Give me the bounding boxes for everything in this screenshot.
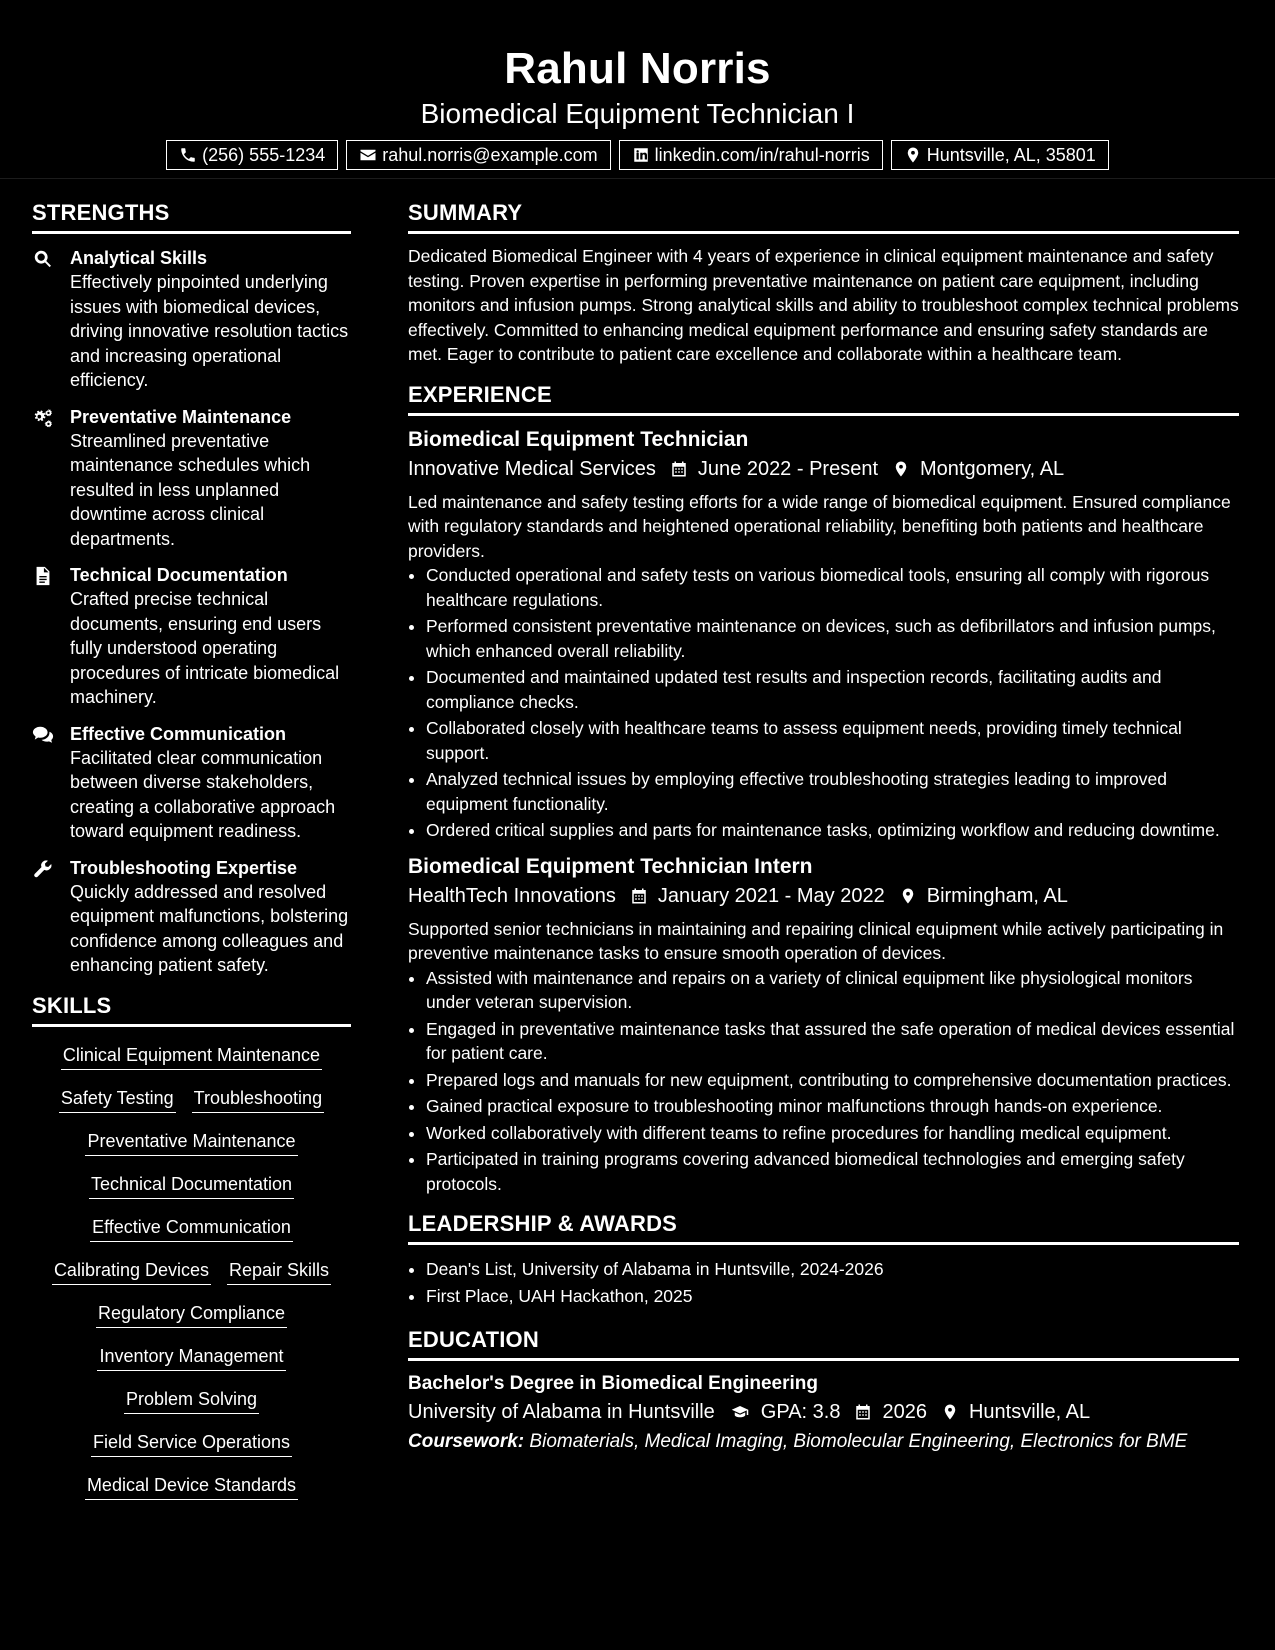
job-location: Montgomery, AL	[920, 457, 1065, 480]
job-entry	[408, 426, 1239, 843]
job-bullet: • Ordered critical supplies and parts for maintenance tasks, optimizing workflow and reducing downtime.	[426, 818, 1239, 843]
job-dates: June 2022 - Present	[697, 457, 879, 480]
strength-desc: Streamlined preventative maintenance schedules which resulted in less unplanned downtime across clinical departments.	[70, 430, 311, 549]
summary-heading: SUMMARY	[408, 199, 1239, 234]
degree-title: Bachelor's Degree in Biomedical Engineering	[408, 1373, 818, 1394]
job-title: Biomedical Equipment Technician Intern	[408, 854, 813, 878]
graduation-cap-icon	[729, 1403, 751, 1421]
skill-tag: Technical Documentation	[89, 1172, 294, 1199]
job-bullet: • Assisted with maintenance and repairs on a variety of clinical equipment like physiological monitors under veteran supervision.	[426, 966, 1239, 1015]
job-bullet: • Collaborated closely with healthcare teams to assess equipment needs, providing timely technical support.	[426, 716, 1239, 765]
summary-text: Dedicated Biomedical Engineer with 4 years of experience in clinical equipment maintenance and safety testing. Proven expertise in performing preventative maintenance on patient care equipment, including monitors and infusion pumps. Strong analytical skills and ability to troubleshoot complex technical problems effectively. Committed to enhancing medical equipment performance and ensuring safety standards are met. Eager to contribute to patient care excellence and collaborate within a healthcare team.	[408, 246, 1239, 364]
linkedin-icon	[632, 146, 650, 164]
calendar-icon	[670, 460, 688, 478]
left-column	[32, 179, 351, 1500]
skills-heading: SKILLS	[32, 992, 351, 1027]
map-pin-icon	[892, 460, 910, 478]
awards-list	[408, 1257, 1239, 1308]
strength-item	[32, 722, 351, 844]
job-bullet: • Prepared logs and manuals for new equipment, contributing to comprehensive documentation practices.	[426, 1068, 1239, 1093]
job-company: Innovative Medical Services	[408, 457, 656, 480]
job-location: Birmingham, AL	[926, 884, 1068, 907]
skill-tag: Troubleshooting	[192, 1086, 324, 1113]
skill-tag: Field Service Operations	[91, 1430, 292, 1457]
coursework-list: Biomaterials, Medical Imaging, Biomolecular Engineering, Electronics for BME	[529, 1431, 1188, 1452]
job-entry	[408, 853, 1239, 1197]
skill-tag: Calibrating Devices	[52, 1258, 211, 1285]
gears-icon	[32, 407, 54, 429]
job-meta	[408, 454, 1239, 484]
job-title: Biomedical Equipment Technician	[408, 427, 749, 451]
map-pin-icon	[941, 1403, 959, 1421]
job-bullet: • Analyzed technical issues by employing effective troubleshooting strategies leading to improved equipment functionality.	[426, 767, 1239, 816]
skill-tag: Inventory Management	[97, 1344, 285, 1371]
job-bullets	[408, 563, 1239, 843]
resume-body	[0, 179, 1275, 1500]
strength-item	[32, 246, 351, 393]
linkedin-text: linkedin.com/in/rahul-norris	[654, 145, 870, 165]
map-pin-icon	[904, 146, 922, 164]
job-bullet: • Participated in training programs covering advanced biomedical technologies and emerging safety protocols.	[426, 1147, 1239, 1196]
email-contact[interactable]	[346, 140, 610, 170]
right-column	[408, 179, 1239, 1500]
coursework	[408, 1427, 1239, 1457]
email-text: rahul.norris@example.com	[382, 145, 598, 165]
skill-tag: Repair Skills	[227, 1258, 331, 1285]
job-bullet: • Worked collaboratively with different teams to refine procedures for handling medical equipment.	[426, 1121, 1239, 1146]
strength-desc: Quickly addressed and resolved equipment malfunctions, bolstering confidence among colleagues and enhancing patient safety.	[70, 881, 349, 975]
search-icon	[32, 248, 54, 270]
calendar-icon	[630, 887, 648, 905]
wrench-icon	[32, 858, 54, 880]
job-bullet: • Gained practical exposure to troubleshooting minor malfunctions through hands-on experience.	[426, 1094, 1239, 1119]
job-bullets	[408, 966, 1239, 1197]
job-meta	[408, 881, 1239, 911]
location-text: Huntsville, AL, 35801	[926, 145, 1096, 165]
experience-heading: EXPERIENCE	[408, 381, 1239, 416]
strength-title: Analytical Skills	[70, 248, 208, 268]
candidate-name: Rahul Norris	[504, 44, 771, 93]
skill-tag: Medical Device Standards	[85, 1473, 298, 1500]
job-dates: January 2021 - May 2022	[657, 884, 885, 907]
skill-tag: Effective Communication	[90, 1215, 293, 1242]
education-heading: EDUCATION	[408, 1326, 1239, 1361]
linkedin-contact[interactable]	[619, 140, 883, 170]
job-bullet: • Documented and maintained updated test results and inspection records, facilitating audits and compliance checks.	[426, 665, 1239, 714]
awards-heading: LEADERSHIP & AWARDS	[408, 1210, 1239, 1245]
gpa: GPA: 3.8	[760, 1401, 841, 1423]
contact-bar	[0, 140, 1275, 170]
phone-icon	[179, 146, 197, 164]
strength-title: Preventative Maintenance	[70, 406, 292, 427]
phone-contact[interactable]	[166, 140, 338, 170]
job-bullet: • Engaged in preventative maintenance tasks that assured the safe operation of medical devices essential for patient care.	[426, 1017, 1239, 1066]
strengths-heading: STRENGTHS	[32, 199, 351, 234]
strength-title: Effective Communication	[70, 723, 287, 744]
education-meta	[408, 1397, 1239, 1427]
award-item: • Dean's List, University of Alabama in Huntsville, 2024-2026	[426, 1257, 1239, 1282]
graduation-year: 2026	[882, 1401, 927, 1423]
strength-title: Troubleshooting Expertise	[70, 857, 298, 878]
skill-tag: Clinical Equipment Maintenance	[61, 1043, 322, 1070]
phone-text: (256) 555-1234	[202, 145, 326, 165]
school-name: University of Alabama in Huntsville	[408, 1401, 715, 1423]
strength-title: Technical Documentation	[70, 565, 288, 585]
award-item: • First Place, UAH Hackathon, 2025	[426, 1284, 1239, 1309]
candidate-role: Biomedical Equipment Technician I	[420, 98, 855, 129]
job-description: Led maintenance and safety testing efforts for a wide range of biomedical equipment. Ensured compliance with regulatory standards and heightened operational reliability, benefiting both patients and healthcare providers.	[408, 491, 1231, 561]
skill-tag: Safety Testing	[59, 1086, 176, 1113]
skill-tag: Regulatory Compliance	[96, 1301, 287, 1328]
coursework-label: Coursework:	[408, 1431, 525, 1452]
envelope-icon	[359, 146, 377, 164]
skills-list	[32, 1039, 351, 1500]
school-location: Huntsville, AL	[968, 1401, 1091, 1423]
job-bullet: • Performed consistent preventative maintenance on devices, such as defibrillators and infusion pumps, which enhanced overall reliability.	[426, 614, 1239, 663]
strength-item	[32, 856, 351, 978]
document-icon	[32, 565, 54, 587]
strength-desc: Effectively pinpointed underlying issues with biomedical devices, driving innovative resolution tactics and increasing operational efficiency.	[70, 272, 349, 390]
map-pin-icon	[899, 887, 917, 905]
job-bullet: • Conducted operational and safety tests on various biomedical tools, ensuring all comply with rigorous healthcare regulations.	[426, 563, 1239, 612]
skill-tag: Problem Solving	[124, 1387, 259, 1414]
job-company: HealthTech Innovations	[408, 884, 616, 907]
strength-item	[32, 405, 351, 552]
skill-tag: Preventative Maintenance	[85, 1129, 297, 1156]
job-description: Supported senior technicians in maintaining and repairing clinical equipment while actively participating in preventive maintenance tasks to ensure smooth operation of devices.	[408, 918, 1224, 963]
strength-item	[32, 563, 351, 710]
resume-header	[0, 0, 1275, 179]
comments-icon	[32, 724, 54, 746]
calendar-icon	[854, 1403, 872, 1421]
strength-desc: Crafted precise technical documents, ensuring end users fully understood operating procedures of intricate biomedical machinery.	[70, 589, 340, 707]
location-contact	[891, 140, 1109, 170]
strength-desc: Facilitated clear communication between diverse stakeholders, creating a collaborative approach toward equipment readiness.	[70, 747, 336, 841]
